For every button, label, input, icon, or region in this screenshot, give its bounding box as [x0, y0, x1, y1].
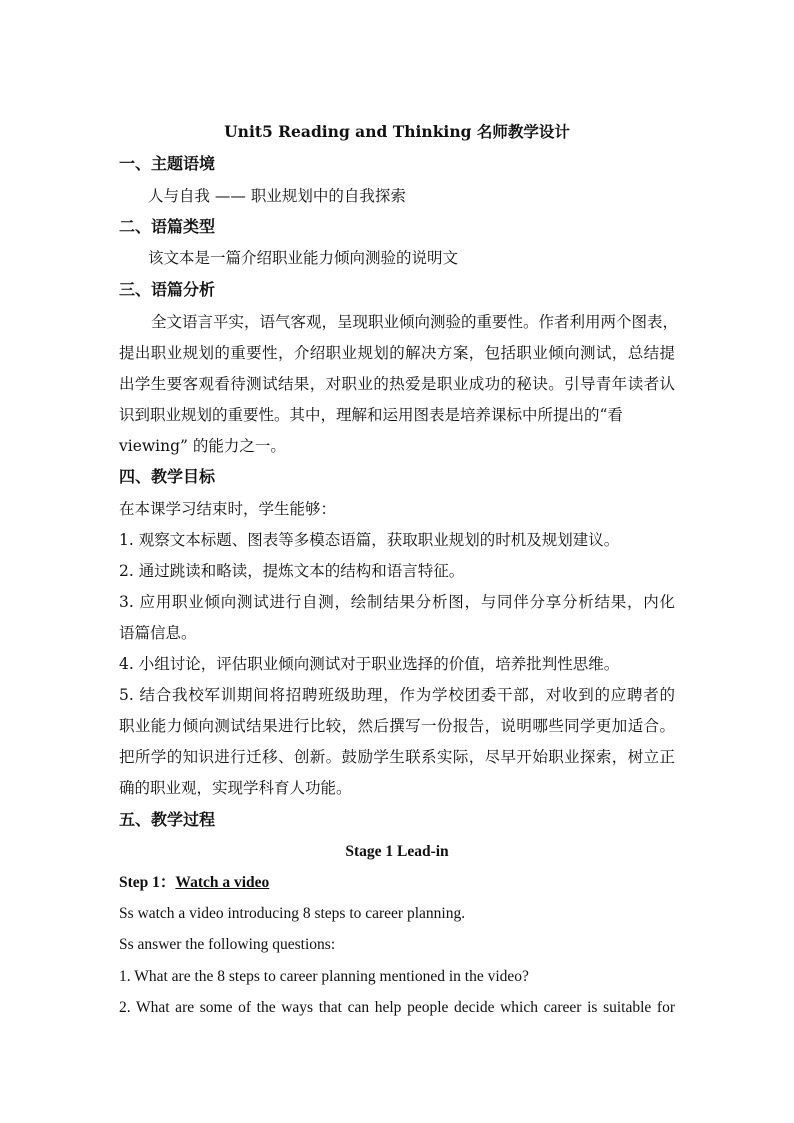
section-heading-5: 五、教学过程 — [119, 810, 216, 829]
step-title: Watch a video — [175, 874, 270, 891]
section-body-2: 该文本是一篇介绍职业能力倾向测验的说明文 — [148, 249, 459, 267]
section-body-1: 人与自我 —— 职业规划中的自我探索 — [148, 187, 406, 205]
step-1-line — [119, 873, 675, 893]
objective-item: 职业能力倾向测试结果进行比较，然后撰写一份报告，说明哪些同学更加适合。 — [119, 717, 675, 735]
section-heading-4: 四、教学目标 — [119, 467, 216, 486]
objective-item: 2. 通过跳读和略读，提炼文本的结构和语言特征。 — [119, 562, 465, 580]
body-line: Ss watch a video introducing 8 steps to career planning. — [119, 905, 466, 922]
body-line: 2. What are some of the ways that can help people decide which career is suitable for — [119, 999, 675, 1016]
body-line: 1. What are the 8 steps to career planning mentioned in the video? — [119, 968, 529, 985]
objective-item: 1. 观察文本标题、图表等多模态语篇，获取职业规划的时机及规划建议。 — [119, 531, 620, 549]
document-title: Unit5 Reading and Thinking 名师教学设计 — [224, 122, 570, 141]
stage-heading: Stage 1 Lead-in — [345, 843, 449, 860]
objective-item: 确的职业观，实现学科育人功能。 — [119, 779, 352, 797]
paragraph-line: 全文语言平实，语气客观，呈现职业倾向测验的重要性。作者利用两个图表， — [151, 313, 679, 331]
paragraph-line: 识到职业规划的重要性。其中，理解和运用图表是培养课标中所提出的“看 — [119, 406, 623, 424]
paragraph-line: viewing” 的能力之一。 — [119, 437, 286, 455]
objective-item: 3. 应用职业倾向测试进行自测，绘制结果分析图，与同伴分享分析结果，内化 — [119, 593, 675, 611]
paragraph-line: 提出职业规划的重要性，介绍职业规划的解决方案，包括职业倾向测试，总结提 — [119, 344, 675, 362]
objective-item: 把所学的知识进行迁移、创新。鼓励学生联系实际，尽早开始职业探索，树立正 — [119, 748, 675, 766]
body-line: Ss answer the following questions: — [119, 936, 336, 953]
objective-item: 4. 小组讨论，评估职业倾向测试对于职业选择的价值，培养批判性思维。 — [119, 655, 620, 673]
step-label: Step 1： — [119, 874, 176, 891]
section-heading-3: 三、语篇分析 — [119, 280, 216, 299]
section-heading-1: 一、主题语境 — [119, 154, 216, 173]
objectives-intro: 在本课学习结束时，学生能够： — [119, 500, 337, 518]
objective-item: 5. 结合我校军训期间将招聘班级助理，作为学校团委干部，对收到的应聘者的 — [119, 686, 675, 704]
objective-item: 语篇信息。 — [119, 624, 197, 642]
section-heading-2: 二、语篇类型 — [119, 217, 216, 236]
paragraph-line: 出学生要客观看待测试结果，对职业的热爱是职业成功的秘诀。引导青年读者认 — [119, 375, 675, 393]
